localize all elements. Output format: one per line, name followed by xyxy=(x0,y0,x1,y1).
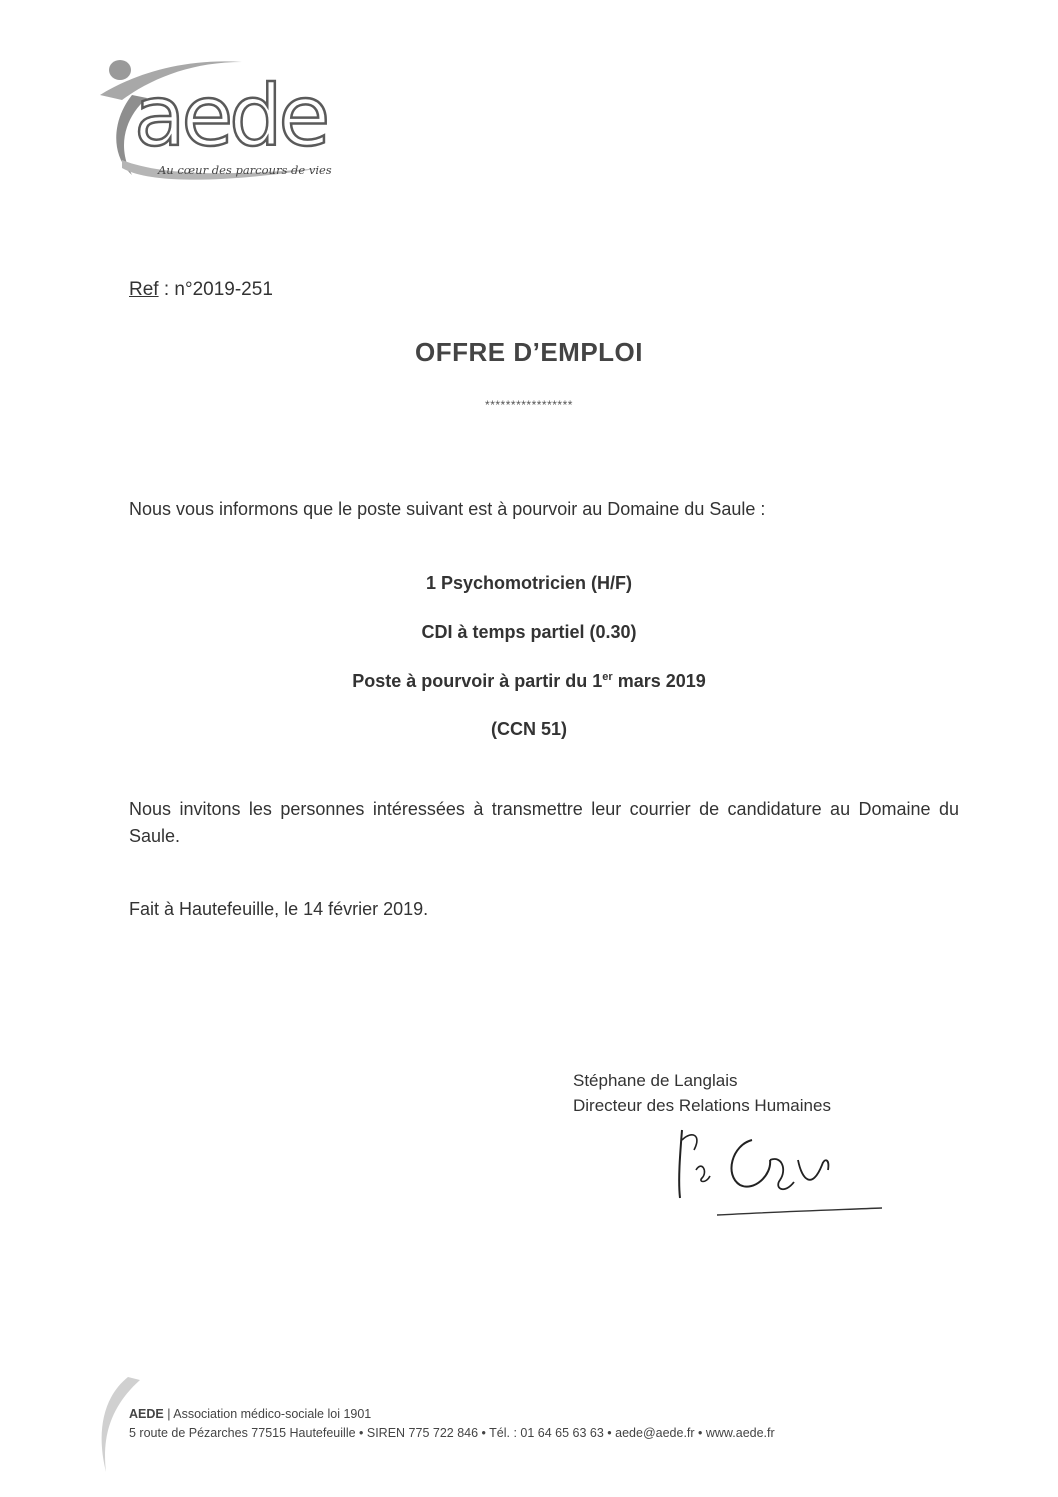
invitation-paragraph: Nous invitons les personnes intéressées à transmettre leur courrier de candidature au Domaine du Saule. xyxy=(129,799,959,846)
reference-number xyxy=(129,279,273,301)
aede-logo xyxy=(92,40,352,190)
start-prefix: Poste à pourvoir à partir du 1 xyxy=(352,671,603,691)
start-suffix: mars 2019 xyxy=(612,671,706,691)
logo-wordmark: aede xyxy=(134,67,327,165)
footer-org: AEDE xyxy=(129,1407,164,1421)
ref-label: Ref xyxy=(129,279,159,300)
start-ordinal: er xyxy=(602,671,613,683)
page-title: OFFRE D’EMPLOI xyxy=(415,337,643,367)
logo-tagline: Au cœur des parcours de vies xyxy=(158,163,332,177)
job-role: 1 Psychomotricien (H/F) xyxy=(425,573,633,593)
footer-org-desc: | Association médico-sociale loi 1901 xyxy=(163,1407,372,1421)
place-date: Fait à Hautefeuille, le 14 février 2019. xyxy=(129,899,429,919)
title-separator: ***************** xyxy=(485,398,573,412)
ref-value: n°2019-251 xyxy=(174,279,273,300)
signatory-title: Directeur des Relations Humaines xyxy=(573,1096,831,1115)
ref-separator: : xyxy=(158,279,175,300)
footer-org-line xyxy=(129,1405,775,1424)
handwritten-signature xyxy=(662,1100,892,1220)
job-convention: (CCN 51) xyxy=(490,719,567,739)
job-start-date xyxy=(0,671,1058,692)
intro-paragraph: Nous vous informons que le poste suivant est à pourvoir au Domaine du Saule : xyxy=(129,499,766,519)
footer-address: 5 route de Pézarches 77515 Hautefeuille • SIREN 775 722 846 • Tél. : 01 64 65 63 63 • aede@aede.fr • www.aede.fr xyxy=(129,1426,775,1440)
job-contract: CDI à temps partiel (0.30) xyxy=(421,622,637,642)
footer xyxy=(129,1405,775,1443)
signatory-name: Stéphane de Langlais xyxy=(573,1071,738,1090)
